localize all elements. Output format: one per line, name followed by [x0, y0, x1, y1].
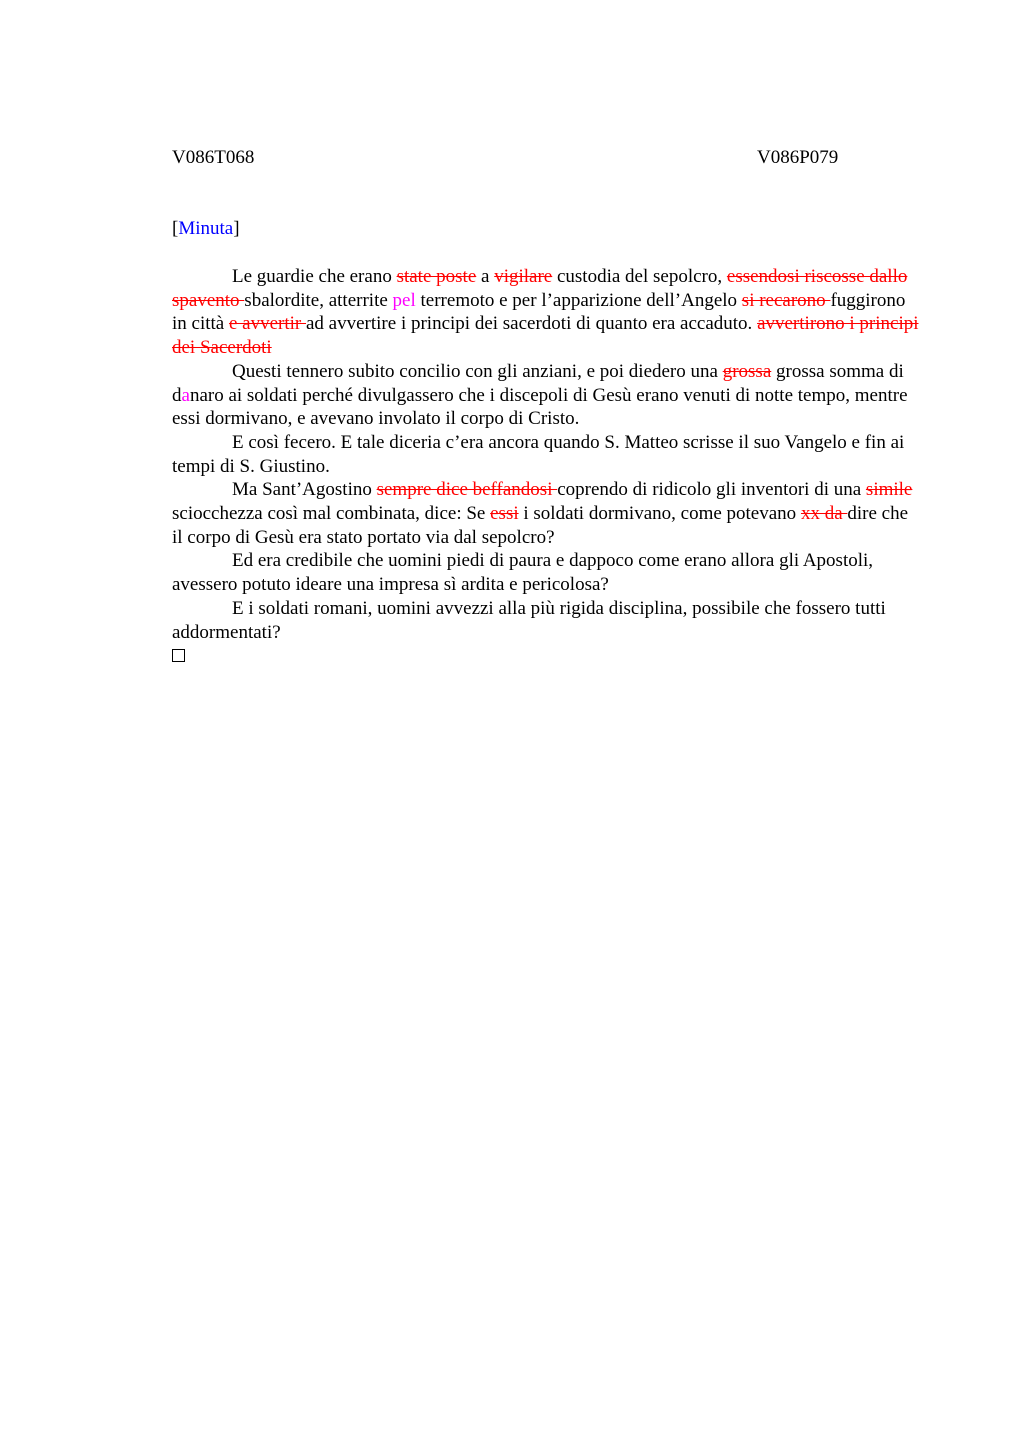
paragraph — [172, 360, 922, 431]
paragraph — [172, 431, 922, 478]
text-segment: i soldati dormivano, come potevano — [518, 503, 801, 525]
deleted-text: xx da — [800, 503, 848, 525]
paragraph — [172, 549, 922, 596]
end-mark-line — [172, 644, 922, 669]
text-segment: fuggirono in città — [172, 289, 906, 335]
text-segment: Ma Sant’Agostino — [232, 479, 377, 501]
text-segment: sciocchezza così mal combinata, dice: Se — [172, 503, 491, 525]
inserted-text: pel — [392, 289, 416, 311]
paragraph — [172, 265, 922, 360]
text-segment: terremoto e per l’apparizione dell’Angelo — [415, 289, 742, 311]
text-segment: Ed era credibile che uomini piedi di paura e dappoco come erano allora gli Apostoli, avessero potuto ideare una impresa sì ardita e pericolosa? — [172, 550, 874, 596]
draft-label — [172, 217, 240, 241]
deleted-text: avvertirono i principi dei Sacerdoti — [172, 313, 919, 359]
label-open-bracket: [ — [172, 218, 179, 239]
deleted-text: sempre dice beffandosi — [376, 479, 558, 501]
label-text: Minuta — [178, 218, 234, 239]
label-close-bracket: ] — [233, 218, 240, 239]
text-segment: dire che il corpo di Gesù era stato portato via dal sepolcro? — [172, 503, 909, 548]
text-segment: custodia del sepolcro, — [552, 266, 727, 287]
document-body — [172, 265, 922, 669]
text-segment: a — [476, 266, 495, 287]
deleted-text: essi — [490, 503, 519, 525]
text-segment: grossa somma di d — [172, 360, 904, 406]
document-code-left: V086T068 — [172, 147, 255, 168]
paragraph — [172, 597, 922, 644]
paragraph — [172, 478, 922, 549]
inserted-text: a — [181, 384, 190, 406]
text-segment: E i soldati romani, uomini avvezzi alla più rigida disciplina, possibile che fossero tutti addormentati? — [172, 597, 886, 643]
document-code-right: V086P079 — [757, 147, 839, 168]
deleted-text: essendosi riscosse dallo spavento — [172, 266, 908, 311]
square-outline-icon — [172, 649, 185, 662]
text-segment: sbalordite, atterrite — [244, 289, 393, 311]
text-segment: E così fecero. E tale diceria c’era ancora quando S. Matteo scrisse il suo Vangelo e fin ai tempi di S. Giustino. — [172, 431, 905, 477]
deleted-text: state poste — [396, 266, 477, 287]
text-segment: naro ai soldati perché divulgassero che i discepoli di Gesù erano venuti di notte tempo, mentre essi dormivano, e avevano involato il corpo di Cristo. — [172, 384, 908, 430]
text-segment: Le guardie che erano — [232, 266, 397, 287]
text-segment: coprendo di ridicolo gli inventori di una — [557, 479, 866, 501]
text-segment: ad avvertire i principi dei sacerdoti di quanto era accaduto. — [306, 313, 758, 335]
deleted-text: vigilare — [494, 266, 553, 287]
text-segment: Questi tennero subito concilio con gli anziani, e poi diedero una — [232, 360, 723, 382]
deleted-text: si recarono — [741, 289, 831, 311]
deleted-text: e avvertir — [228, 313, 306, 335]
deleted-text: simile — [865, 479, 913, 501]
deleted-text: grossa — [722, 360, 772, 382]
